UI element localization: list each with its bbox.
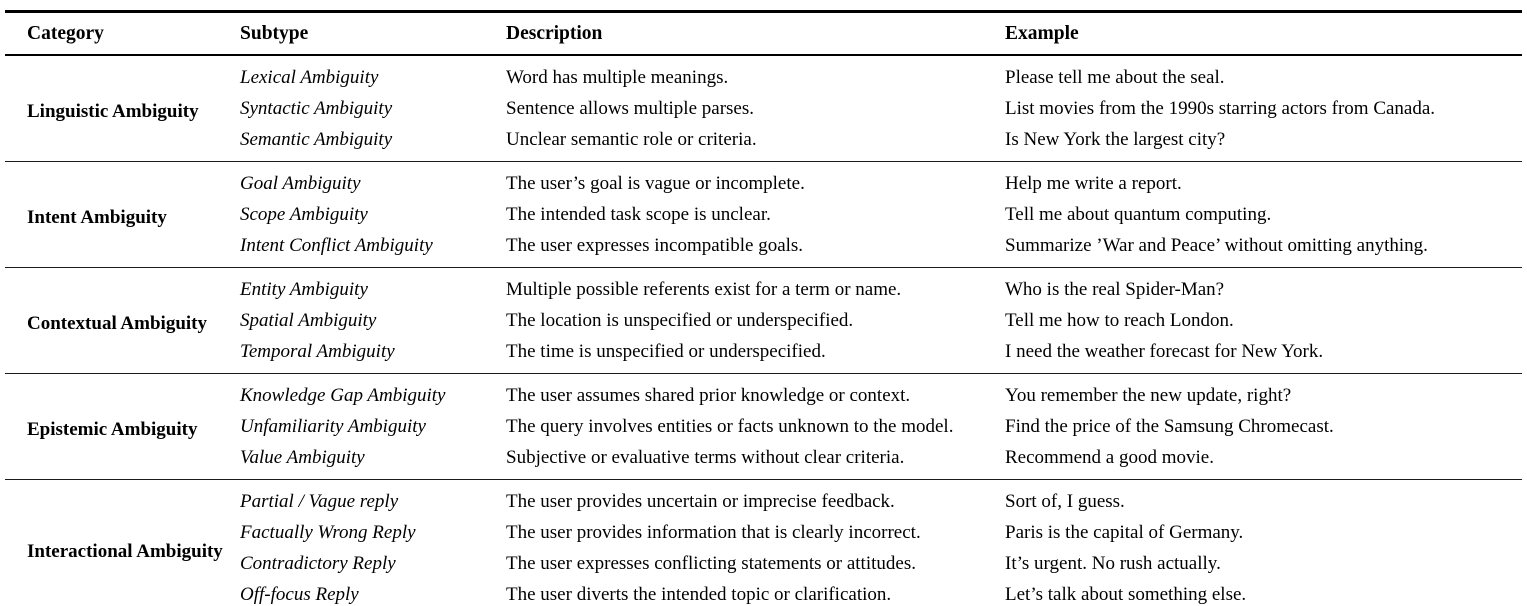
- example-cell: Let’s talk about something else.: [1005, 584, 1247, 605]
- description-cell: The user diverts the intended topic or clarification.: [506, 584, 892, 605]
- subtype-cell: Intent Conflict Ambiguity: [240, 235, 433, 256]
- group-linguistic-ambiguity: [5, 55, 1522, 162]
- description-cell: Word has multiple meanings.: [506, 67, 729, 88]
- example-cell: Find the price of the Samsung Chromecast.: [1005, 416, 1334, 437]
- description-cell: The location is unspecified or underspecified.: [506, 310, 854, 331]
- example-cell: Paris is the capital of Germany.: [1005, 522, 1244, 543]
- subtype-cell: Value Ambiguity: [240, 447, 365, 468]
- example-cell: You remember the new update, right?: [1005, 385, 1292, 406]
- description-cell: Sentence allows multiple parses.: [506, 98, 754, 119]
- ambiguity-taxonomy-table: [5, 10, 1522, 606]
- group-contextual-ambiguity: [5, 268, 1522, 374]
- example-cell: Who is the real Spider-Man?: [1005, 279, 1225, 300]
- description-cell: Multiple possible referents exist for a term or name.: [506, 279, 902, 300]
- column-header-description: Description: [506, 12, 1005, 56]
- example-cell: Sort of, I guess.: [1005, 491, 1125, 512]
- table-row: [5, 55, 1522, 93]
- table-row: [5, 268, 1522, 306]
- column-header-example: Example: [1005, 12, 1522, 56]
- example-cell: Help me write a report.: [1005, 173, 1182, 194]
- example-cell: Please tell me about the seal.: [1005, 67, 1225, 88]
- category-cell: Linguistic Ambiguity: [27, 101, 199, 122]
- example-cell: Tell me about quantum computing.: [1005, 204, 1272, 225]
- subtype-cell: Temporal Ambiguity: [240, 341, 395, 362]
- category-cell: Interactional Ambiguity: [27, 540, 223, 562]
- example-cell: I need the weather forecast for New York.: [1005, 341, 1324, 362]
- example-cell: List movies from the 1990s starring actors from Canada.: [1005, 98, 1436, 119]
- category-cell: Contextual Ambiguity: [27, 313, 207, 334]
- description-cell: The user’s goal is vague or incomplete.: [506, 173, 805, 194]
- subtype-cell: Partial / Vague reply: [240, 491, 399, 512]
- column-header-category: Category: [5, 12, 240, 56]
- description-cell: The user assumes shared prior knowledge or context.: [506, 385, 911, 406]
- description-cell: The user expresses incompatible goals.: [506, 235, 804, 256]
- table-row: [5, 374, 1522, 412]
- table-row: [5, 480, 1522, 518]
- example-cell: Is New York the largest city?: [1005, 129, 1226, 150]
- subtype-cell: Entity Ambiguity: [240, 279, 368, 300]
- subtype-cell: Factually Wrong Reply: [240, 522, 416, 543]
- description-cell: Subjective or evaluative terms without clear criteria.: [506, 447, 905, 468]
- subtype-cell: Unfamiliarity Ambiguity: [240, 416, 426, 437]
- category-cell: Intent Ambiguity: [27, 207, 167, 228]
- example-cell: Summarize ’War and Peace’ without omitting anything.: [1005, 235, 1428, 256]
- example-cell: Recommend a good movie.: [1005, 447, 1214, 468]
- subtype-cell: Lexical Ambiguity: [240, 67, 379, 88]
- description-cell: Unclear semantic role or criteria.: [506, 129, 757, 150]
- example-cell: Tell me how to reach London.: [1005, 310, 1234, 331]
- description-cell: The time is unspecified or underspecified.: [506, 341, 826, 362]
- description-cell: The intended task scope is unclear.: [506, 204, 771, 225]
- example-cell: It’s urgent. No rush actually.: [1005, 553, 1221, 574]
- group-epistemic-ambiguity: [5, 374, 1522, 480]
- subtype-cell: Goal Ambiguity: [240, 173, 361, 194]
- group-interactional-ambiguity: [5, 480, 1522, 606]
- description-cell: The query involves entities or facts unknown to the model.: [506, 416, 954, 437]
- subtype-cell: Knowledge Gap Ambiguity: [240, 385, 446, 406]
- group-intent-ambiguity: [5, 162, 1522, 268]
- description-cell: The user provides information that is clearly incorrect.: [506, 522, 921, 543]
- subtype-cell: Spatial Ambiguity: [240, 310, 377, 331]
- subtype-cell: Contradictory Reply: [240, 553, 396, 574]
- category-cell: Epistemic Ambiguity: [27, 419, 198, 440]
- column-header-subtype: Subtype: [240, 12, 506, 56]
- header-row: [5, 12, 1522, 56]
- subtype-cell: Syntactic Ambiguity: [240, 98, 393, 119]
- description-cell: The user expresses conflicting statements or attitudes.: [506, 553, 916, 574]
- subtype-cell: Semantic Ambiguity: [240, 129, 393, 150]
- table-row: [5, 162, 1522, 200]
- description-cell: The user provides uncertain or imprecise feedback.: [506, 491, 895, 512]
- subtype-cell: Off-focus Reply: [240, 584, 359, 605]
- subtype-cell: Scope Ambiguity: [240, 204, 368, 225]
